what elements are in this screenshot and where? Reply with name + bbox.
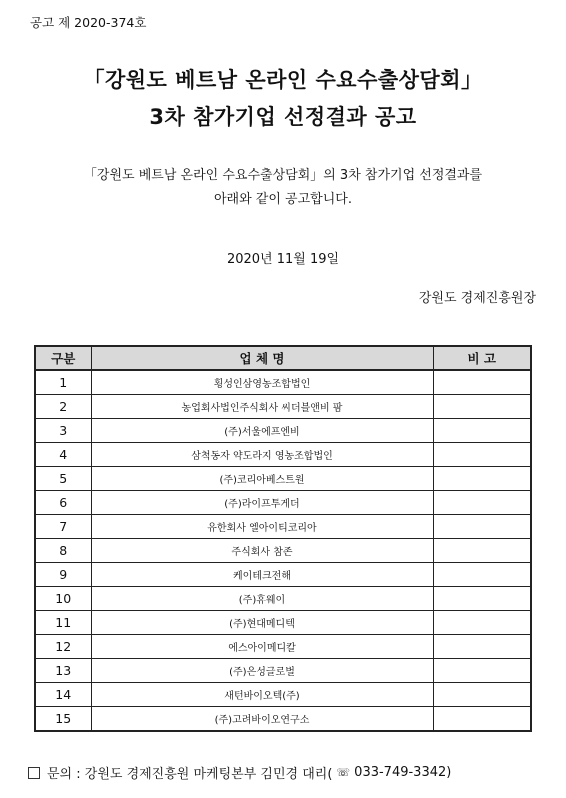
row-remarks bbox=[433, 707, 531, 732]
row-number: 14 bbox=[35, 683, 91, 707]
issuer-name: 강원도 경제진흥원장 bbox=[418, 291, 536, 306]
row-number: 1 bbox=[35, 370, 91, 395]
company-name: 에스아이메디칼 bbox=[91, 635, 433, 659]
company-name: (주)휴웨이 bbox=[91, 587, 433, 611]
header-remarks: 비 고 bbox=[433, 346, 531, 370]
table-body bbox=[35, 370, 531, 731]
header-category: 구분 bbox=[35, 346, 91, 370]
row-remarks bbox=[433, 659, 531, 683]
company-name: 주식회사 참존 bbox=[91, 539, 433, 563]
row-number: 2 bbox=[35, 395, 91, 419]
row-number: 5 bbox=[35, 467, 91, 491]
contact-phone: 033-749-3342) bbox=[354, 765, 452, 780]
row-number: 13 bbox=[35, 659, 91, 683]
table-row bbox=[35, 515, 531, 539]
results-table bbox=[34, 345, 532, 732]
row-remarks bbox=[433, 467, 531, 491]
table-row bbox=[35, 635, 531, 659]
row-remarks bbox=[433, 515, 531, 539]
row-remarks bbox=[433, 683, 531, 707]
company-name: 유한회사 엘아이티코리아 bbox=[91, 515, 433, 539]
row-remarks bbox=[433, 563, 531, 587]
table-row bbox=[35, 395, 531, 419]
table-row bbox=[35, 611, 531, 635]
row-remarks bbox=[433, 611, 531, 635]
row-number: 6 bbox=[35, 491, 91, 515]
header-company: 업 체 명 bbox=[91, 346, 433, 370]
table-row bbox=[35, 467, 531, 491]
table-row bbox=[35, 683, 531, 707]
contact-info bbox=[28, 763, 451, 782]
company-name: (주)현대메디텍 bbox=[91, 611, 433, 635]
contact-text: 문의 : 강원도 경제진흥원 마케팅본부 김민경 대리( bbox=[47, 767, 333, 782]
table-row bbox=[35, 419, 531, 443]
row-remarks bbox=[433, 491, 531, 515]
company-name: (주)고려바이오연구소 bbox=[91, 707, 433, 732]
phone-icon: ☏ bbox=[336, 766, 351, 779]
company-name: 삼척동자 약도라지 영농조합법인 bbox=[91, 443, 433, 467]
company-name: (주)서울에프엔비 bbox=[91, 419, 433, 443]
company-name: (주)은성글로벌 bbox=[91, 659, 433, 683]
intro-text-line2: 아래와 같이 공고합니다. bbox=[214, 192, 352, 207]
row-number: 7 bbox=[35, 515, 91, 539]
row-remarks bbox=[433, 370, 531, 395]
table-row bbox=[35, 563, 531, 587]
intro-text-line1: 「강원도 베트남 온라인 수요수출상담회」의 3차 참가기업 선정결과를 bbox=[83, 168, 483, 183]
row-number: 12 bbox=[35, 635, 91, 659]
table-row bbox=[35, 443, 531, 467]
row-remarks bbox=[433, 539, 531, 563]
announcement-date: 2020년 11월 19일 bbox=[226, 252, 340, 267]
notice-number: 공고 제 2020-374호 bbox=[30, 15, 147, 30]
row-remarks bbox=[433, 395, 531, 419]
row-number: 3 bbox=[35, 419, 91, 443]
company-name: 케이테크전해 bbox=[91, 563, 433, 587]
company-name: (주)라이프투게더 bbox=[91, 491, 433, 515]
table-header-row bbox=[35, 346, 531, 370]
row-number: 9 bbox=[35, 563, 91, 587]
table-row bbox=[35, 707, 531, 732]
table-row bbox=[35, 539, 531, 563]
row-remarks bbox=[433, 635, 531, 659]
row-number: 8 bbox=[35, 539, 91, 563]
row-remarks bbox=[433, 419, 531, 443]
table-row bbox=[35, 491, 531, 515]
row-number: 11 bbox=[35, 611, 91, 635]
row-number: 15 bbox=[35, 707, 91, 732]
table-row bbox=[35, 370, 531, 395]
table-row bbox=[35, 659, 531, 683]
company-name: 농업회사법인주식회사 씨더블앤비 팜 bbox=[91, 395, 433, 419]
company-name: 새턴바이오텍(주) bbox=[91, 683, 433, 707]
company-name: 횡성인삼영농조합법인 bbox=[91, 370, 433, 395]
checkbox-icon bbox=[28, 767, 40, 779]
document-title-line1: 「강원도 베트남 온라인 수요수출상담회」 bbox=[83, 68, 483, 92]
row-remarks bbox=[433, 587, 531, 611]
row-remarks bbox=[433, 443, 531, 467]
document-title-line2: 3차 참가기업 선정결과 공고 bbox=[149, 105, 417, 129]
row-number: 4 bbox=[35, 443, 91, 467]
company-name: (주)코리아베스트원 bbox=[91, 467, 433, 491]
row-number: 10 bbox=[35, 587, 91, 611]
table-row bbox=[35, 587, 531, 611]
